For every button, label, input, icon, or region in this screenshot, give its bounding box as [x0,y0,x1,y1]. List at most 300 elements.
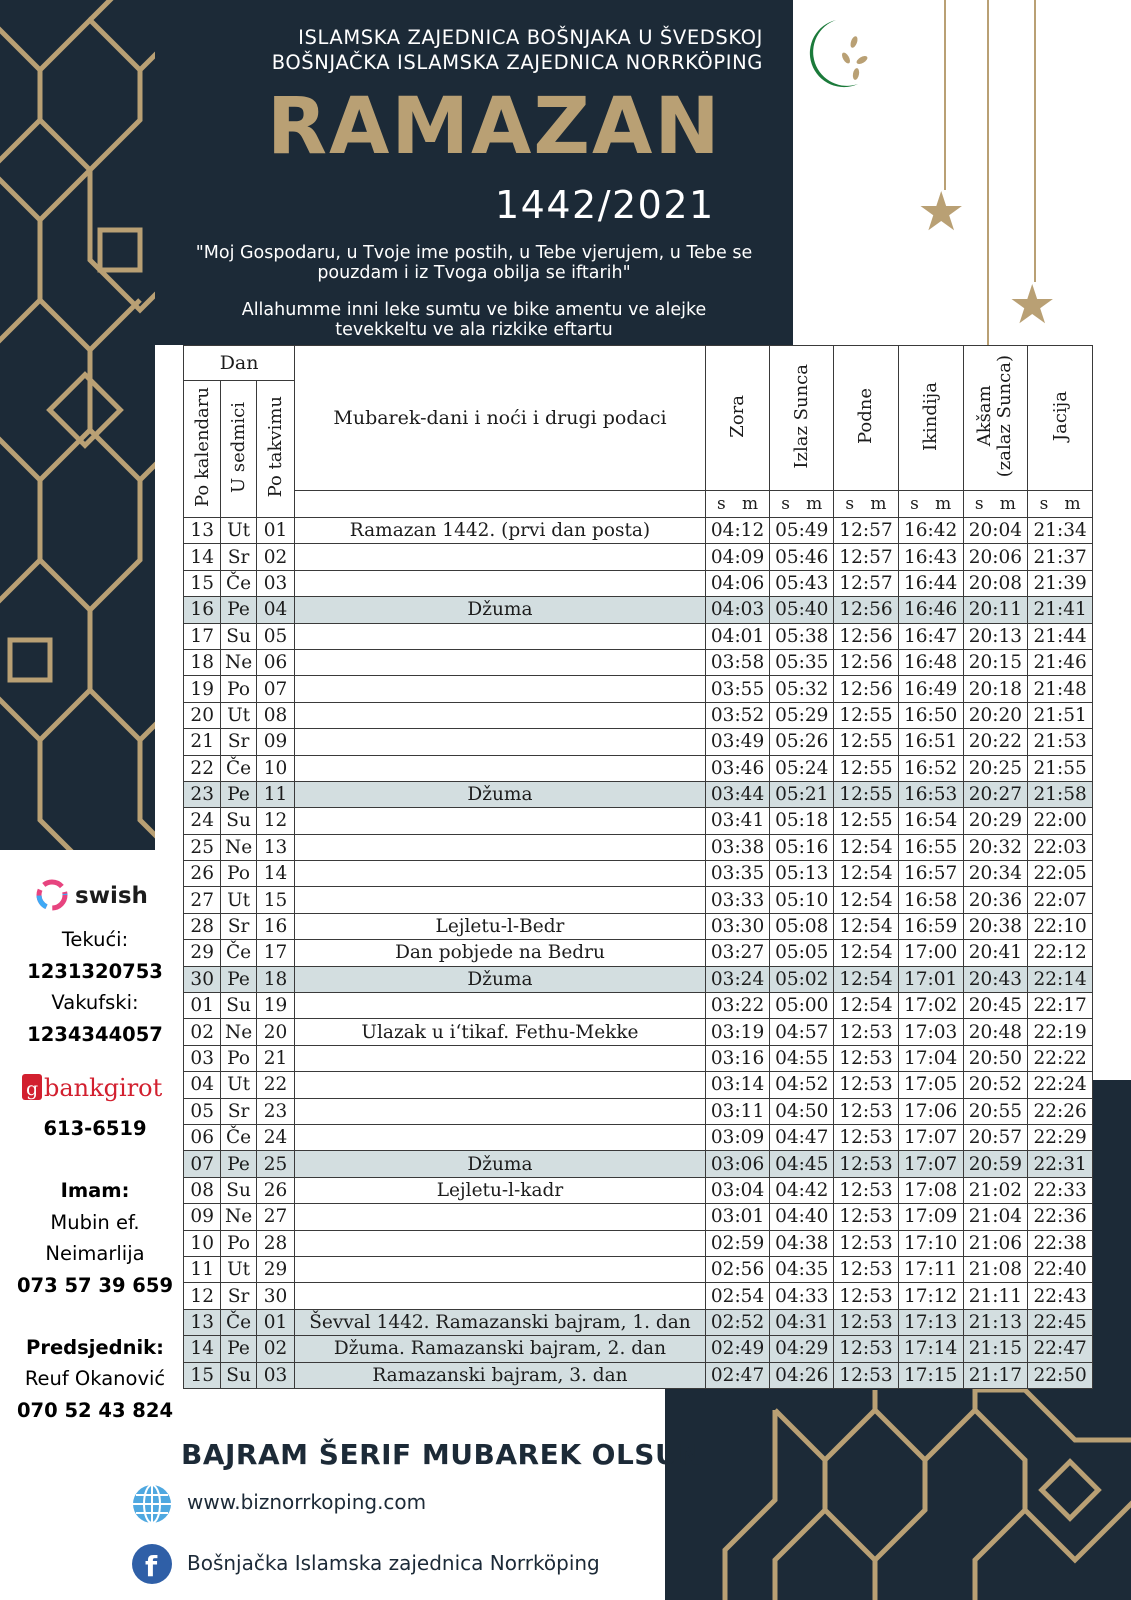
calendar-date-cell: 19 [184,676,221,702]
izlaz-sunca-cell: 05:35 [770,649,834,675]
jacija-cell: 22:14 [1028,966,1093,992]
imam-name-line2: Neimarlija [45,1242,145,1265]
calendar-date-cell: 04 [184,1072,221,1098]
aksam-cell: 20:25 [963,755,1028,781]
jacija-cell: 21:48 [1028,676,1093,702]
izlaz-sunca-cell: 04:40 [770,1204,834,1230]
podne-cell: 12:53 [834,1151,899,1177]
podne-cell: 12:53 [834,1072,899,1098]
podne-cell: 12:53 [834,1177,899,1203]
izlaz-sunca-cell: 04:26 [770,1362,834,1388]
imam-phone: 073 57 39 659 [16,1274,174,1297]
ikindija-cell: 16:54 [898,808,963,834]
calendar-date-cell: 26 [184,861,221,887]
podne-cell: 12:55 [834,729,899,755]
jacija-cell: 21:55 [1028,755,1093,781]
izlaz-sunca-cell: 05:26 [770,729,834,755]
izlaz-sunca-cell: 04:55 [770,1045,834,1071]
note-cell [295,1098,706,1124]
sm-label: s m [1028,491,1093,518]
podne-cell: 12:54 [834,913,899,939]
ikindija-cell: 16:52 [898,755,963,781]
ikindija-cell: 16:50 [898,702,963,728]
zora-cell: 03:19 [705,1019,770,1045]
calendar-date-cell: 23 [184,781,221,807]
org-name-line1: ISLAMSKA ZAJEDNICA BOŠNJAKA U ŠVEDSKOJ [298,26,763,49]
note-cell [295,702,706,728]
calendar-date-cell: 15 [184,570,221,596]
calendar-date-cell: 14 [184,544,221,570]
aksam-cell: 21:02 [963,1177,1028,1203]
takvim-day-cell: 02 [256,544,294,570]
jacija-cell: 21:34 [1028,518,1093,544]
aksam-cell: 20:57 [963,1124,1028,1150]
table-row [184,1204,1093,1230]
jacija-cell: 22:29 [1028,1124,1093,1150]
ikindija-cell: 17:13 [898,1309,963,1335]
table-row [184,887,1093,913]
zora-cell: 04:12 [705,518,770,544]
izlaz-sunca-cell: 05:02 [770,966,834,992]
izlaz-sunca-cell: 04:52 [770,1072,834,1098]
aksam-cell: 20:36 [963,887,1028,913]
header-zora: Zora [705,346,770,491]
weekday-cell: Pe [221,597,256,623]
weekday-cell: Sr [221,1283,256,1309]
header-izlaz-sunca: Izlaz Sunca [770,346,834,491]
sm-label: s m [963,491,1028,518]
weekday-cell: Če [221,570,256,596]
weekday-cell: Če [221,755,256,781]
predsjednik-name: Reuf Okanović [24,1367,166,1390]
calendar-date-cell: 02 [184,1019,221,1045]
ikindija-cell: 17:06 [898,1098,963,1124]
note-cell: Lejletu-l-kadr [295,1177,706,1203]
izlaz-sunca-cell: 04:33 [770,1283,834,1309]
org-name-line2: BOŠNJAČKA ISLAMSKA ZAJEDNICA NORRKÖPING [271,51,763,74]
table-row [184,1256,1093,1282]
weekday-cell: Sr [221,729,256,755]
zora-cell: 03:52 [705,702,770,728]
aksam-cell: 21:08 [963,1256,1028,1282]
ikindija-cell: 16:43 [898,544,963,570]
zora-cell: 04:06 [705,570,770,596]
takvim-day-cell: 22 [256,1072,294,1098]
zora-cell: 03:09 [705,1124,770,1150]
izlaz-sunca-cell: 05:13 [770,861,834,887]
header-dan: Dan [184,346,295,381]
izlaz-sunca-cell: 05:00 [770,993,834,1019]
vakufski-label: Vakufski: [51,991,139,1014]
izlaz-sunca-cell: 04:31 [770,1309,834,1335]
takvim-day-cell: 25 [256,1151,294,1177]
note-cell [295,729,706,755]
note-cell: Ramazanski bajram, 3. dan [295,1362,706,1388]
weekday-cell: Če [221,940,256,966]
note-cell [295,1204,706,1230]
note-cell: Lejletu-l-Bedr [295,913,706,939]
dua-arabic-line1: Allahumme inni leke sumtu ve bike amentu ve alejke [241,300,707,320]
aksam-cell: 20:22 [963,729,1028,755]
note-cell [295,1045,706,1071]
tekuci-label: Tekući: [61,928,129,951]
ikindija-cell: 16:58 [898,887,963,913]
jacija-cell: 22:36 [1028,1204,1093,1230]
ikindija-cell: 17:05 [898,1072,963,1098]
calendar-date-cell: 28 [184,913,221,939]
aksam-cell: 20:34 [963,861,1028,887]
table-row [184,544,1093,570]
jacija-cell: 22:45 [1028,1309,1093,1335]
podne-cell: 12:53 [834,1019,899,1045]
weekday-cell: Su [221,1177,256,1203]
izlaz-sunca-cell: 04:38 [770,1230,834,1256]
takvim-day-cell: 01 [256,1309,294,1335]
calendar-date-cell: 24 [184,808,221,834]
table-row [184,597,1093,623]
podne-cell: 12:54 [834,834,899,860]
table-row [184,1072,1093,1098]
calendar-date-cell: 12 [184,1283,221,1309]
izlaz-sunca-cell: 05:38 [770,623,834,649]
izlaz-sunca-cell: 04:57 [770,1019,834,1045]
dua-bosnian-line1: "Moj Gospodaru, u Tvoje ime postih, u Tebe vjerujem, u Tebe se [195,243,753,263]
note-cell [295,1124,706,1150]
dua-bosnian [155,243,793,283]
weekday-cell: Po [221,676,256,702]
table-row [184,1098,1093,1124]
year-label: 1442/2021 [495,183,715,227]
note-cell [295,570,706,596]
takvim-day-cell: 24 [256,1124,294,1150]
note-cell [295,649,706,675]
jacija-cell: 22:19 [1028,1019,1093,1045]
takvim-day-cell: 10 [256,755,294,781]
ikindija-cell: 17:11 [898,1256,963,1282]
table-row [184,1177,1093,1203]
jacija-cell: 22:43 [1028,1283,1093,1309]
aksam-cell: 21:06 [963,1230,1028,1256]
zora-cell: 02:54 [705,1283,770,1309]
aksam-cell: 20:55 [963,1098,1028,1124]
sm-label: s m [834,491,899,518]
weekday-cell: Če [221,1124,256,1150]
jacija-cell: 22:31 [1028,1151,1093,1177]
podne-cell: 12:56 [834,649,899,675]
bajram-greeting: BAJRAM ŠERIF MUBAREK OLSUN [181,1438,703,1471]
note-cell [295,676,706,702]
ikindija-cell: 16:51 [898,729,963,755]
calendar-date-cell: 13 [184,1309,221,1335]
jacija-cell: 22:38 [1028,1230,1093,1256]
izlaz-sunca-cell: 05:40 [770,597,834,623]
weekday-cell: Sr [221,544,256,570]
star-chain [1034,0,1036,282]
weekday-cell: Ne [221,834,256,860]
aksam-cell: 20:38 [963,913,1028,939]
jacija-cell: 22:07 [1028,887,1093,913]
table-row [184,1019,1093,1045]
prayer-times-table [183,345,1093,1389]
facebook-link[interactable]: Bošnjačka Islamska zajednica Norrköping [187,1551,600,1575]
calendar-date-cell: 01 [184,993,221,1019]
jacija-cell: 22:33 [1028,1177,1093,1203]
left-decorative-panel [0,0,155,850]
zora-cell: 03:27 [705,940,770,966]
table-row [184,649,1093,675]
header-aksam: Akšam (zalaz Sunca) [963,346,1028,491]
calendar-date-cell: 25 [184,834,221,860]
ikindija-cell: 17:00 [898,940,963,966]
podne-cell: 12:53 [834,1045,899,1071]
facebook-icon [131,1543,173,1585]
zora-cell: 03:58 [705,649,770,675]
jacija-cell: 22:17 [1028,993,1093,1019]
jacija-cell: 22:05 [1028,861,1093,887]
svg-text:f: f [145,1550,158,1583]
podne-cell: 12:53 [834,1124,899,1150]
jacija-cell: 21:46 [1028,649,1093,675]
calendar-date-cell: 07 [184,1151,221,1177]
calendar-date-cell: 17 [184,623,221,649]
table-body [184,518,1093,1389]
izlaz-sunca-cell: 05:10 [770,887,834,913]
izlaz-sunca-cell: 05:08 [770,913,834,939]
aksam-cell: 20:52 [963,1072,1028,1098]
aksam-cell: 20:13 [963,623,1028,649]
note-cell: Džuma [295,1151,706,1177]
aksam-cell: 20:15 [963,649,1028,675]
takvim-day-cell: 08 [256,702,294,728]
zora-cell: 02:56 [705,1256,770,1282]
jacija-cell: 21:39 [1028,570,1093,596]
izlaz-sunca-cell: 04:29 [770,1336,834,1362]
table-row [184,755,1093,781]
sm-spacer [295,491,706,518]
podne-cell: 12:54 [834,861,899,887]
takvim-day-cell: 30 [256,1283,294,1309]
takvim-day-cell: 21 [256,1045,294,1071]
note-cell: Džuma [295,966,706,992]
podne-cell: 12:53 [834,1362,899,1388]
weekday-cell: Su [221,623,256,649]
star-icon: ★ [917,180,966,243]
jacija-cell: 22:40 [1028,1256,1093,1282]
note-cell [295,623,706,649]
weekday-cell: Če [221,1309,256,1335]
zora-cell: 03:30 [705,913,770,939]
jacija-cell: 22:24 [1028,1072,1093,1098]
calendar-date-cell: 09 [184,1204,221,1230]
aksam-cell: 21:13 [963,1309,1028,1335]
podne-cell: 12:53 [834,1309,899,1335]
izlaz-sunca-cell: 04:42 [770,1177,834,1203]
takvim-day-cell: 13 [256,834,294,860]
ikindija-cell: 17:08 [898,1177,963,1203]
ikindija-cell: 16:49 [898,676,963,702]
ikindija-cell: 17:02 [898,993,963,1019]
calendar-date-cell: 05 [184,1098,221,1124]
calendar-date-cell: 16 [184,597,221,623]
calendar-date-cell: 30 [184,966,221,992]
jacija-cell: 21:51 [1028,702,1093,728]
weekday-cell: Po [221,1045,256,1071]
takvim-day-cell: 06 [256,649,294,675]
note-cell [295,1230,706,1256]
ikindija-cell: 16:42 [898,518,963,544]
note-cell: Džuma [295,781,706,807]
weekday-cell: Ne [221,649,256,675]
note-cell [295,544,706,570]
weekday-cell: Pe [221,1151,256,1177]
podne-cell: 12:57 [834,570,899,596]
podne-cell: 12:56 [834,676,899,702]
calendar-date-cell: 21 [184,729,221,755]
takvim-day-cell: 23 [256,1098,294,1124]
imam-label: Imam: [60,1179,130,1202]
table-row [184,518,1093,544]
zora-cell: 03:55 [705,676,770,702]
note-cell: Ulazak u i‘tikaf. Fethu-Mekke [295,1019,706,1045]
zora-cell: 03:16 [705,1045,770,1071]
sm-label: s m [770,491,834,518]
weekday-cell: Ut [221,518,256,544]
vakufski-account: 1234344057 [27,1023,163,1046]
izlaz-sunca-cell: 04:47 [770,1124,834,1150]
header-ikindija: Ikindija [898,346,963,491]
izlaz-sunca-cell: 04:35 [770,1256,834,1282]
takvim-day-cell: 16 [256,913,294,939]
jacija-cell: 22:22 [1028,1045,1093,1071]
note-cell [295,1283,706,1309]
crescent-logo-icon [796,14,886,96]
takvim-day-cell: 03 [256,1362,294,1388]
jacija-cell: 22:12 [1028,940,1093,966]
weekday-cell: Ut [221,702,256,728]
bankgirot-number: 613-6519 [43,1117,147,1140]
takvim-day-cell: 07 [256,676,294,702]
zora-cell: 03:35 [705,861,770,887]
aksam-cell: 20:50 [963,1045,1028,1071]
zora-cell: 04:03 [705,597,770,623]
aksam-cell: 20:59 [963,1151,1028,1177]
podne-cell: 12:57 [834,518,899,544]
zora-cell: 03:04 [705,1177,770,1203]
table-row [184,834,1093,860]
weekday-cell: Ne [221,1019,256,1045]
svg-text:swish: swish [75,883,148,909]
ikindija-cell: 17:07 [898,1151,963,1177]
note-cell: Dan pobjede na Bedru [295,940,706,966]
header-podne: Podne [834,346,899,491]
imam-name-line1: Mubin ef. [50,1211,140,1234]
table-row [184,1336,1093,1362]
ikindija-cell: 16:53 [898,781,963,807]
table-row [184,781,1093,807]
podne-cell: 12:53 [834,1230,899,1256]
takvim-day-cell: 18 [256,966,294,992]
ikindija-cell: 16:47 [898,623,963,649]
predsjednik-label: Predsjednik: [26,1336,164,1359]
podne-cell: 12:55 [834,702,899,728]
zora-cell: 04:01 [705,623,770,649]
table-row [184,1283,1093,1309]
podne-cell: 12:54 [834,887,899,913]
calendar-date-cell: 18 [184,649,221,675]
calendar-date-cell: 22 [184,755,221,781]
website-link[interactable]: www.biznorrkoping.com [187,1490,427,1514]
aksam-cell: 21:15 [963,1336,1028,1362]
header-po-takvimu: Po takvimu [256,381,294,518]
note-cell [295,861,706,887]
takvim-day-cell: 19 [256,993,294,1019]
svg-text:g: g [26,1078,39,1100]
weekday-cell: Su [221,1362,256,1388]
table-row [184,913,1093,939]
zora-cell: 03:44 [705,781,770,807]
weekday-cell: Sr [221,1098,256,1124]
calendar-date-cell: 11 [184,1256,221,1282]
zora-cell: 03:49 [705,729,770,755]
weekday-cell: Ut [221,887,256,913]
aksam-cell: 20:41 [963,940,1028,966]
aksam-cell: 21:11 [963,1283,1028,1309]
predsjednik-phone: 070 52 43 824 [16,1399,174,1422]
table-row [184,676,1093,702]
note-cell: Džuma. Ramazanski bajram, 2. dan [295,1336,706,1362]
table-row [184,1230,1093,1256]
table-row [184,993,1093,1019]
table-row [184,1151,1093,1177]
jacija-cell: 21:41 [1028,597,1093,623]
podne-cell: 12:54 [834,966,899,992]
weekday-cell: Su [221,808,256,834]
note-cell [295,1256,706,1282]
podne-cell: 12:53 [834,1336,899,1362]
izlaz-sunca-cell: 05:05 [770,940,834,966]
zora-cell: 03:46 [705,755,770,781]
zora-cell: 03:14 [705,1072,770,1098]
jacija-cell: 22:50 [1028,1362,1093,1388]
table-row [184,702,1093,728]
jacija-cell: 22:26 [1028,1098,1093,1124]
takvim-day-cell: 01 [256,518,294,544]
aksam-cell: 20:43 [963,966,1028,992]
podne-cell: 12:54 [834,993,899,1019]
podne-cell: 12:56 [834,623,899,649]
header-mubarek: Mubarek-dani i noći i drugi podaci [295,346,706,491]
zora-cell: 02:49 [705,1336,770,1362]
ikindija-cell: 16:55 [898,834,963,860]
podne-cell: 12:53 [834,1256,899,1282]
note-cell [295,834,706,860]
aksam-cell: 20:32 [963,834,1028,860]
aksam-cell: 20:27 [963,781,1028,807]
takvim-day-cell: 26 [256,1177,294,1203]
header-u-sedmici: U sedmici [221,381,256,518]
aksam-cell: 20:08 [963,570,1028,596]
takvim-day-cell: 27 [256,1204,294,1230]
weekday-cell: Pe [221,781,256,807]
izlaz-sunca-cell: 05:49 [770,518,834,544]
podne-cell: 12:56 [834,597,899,623]
aksam-cell: 20:06 [963,544,1028,570]
podne-cell: 12:55 [834,781,899,807]
aksam-cell: 20:04 [963,518,1028,544]
takvim-day-cell: 05 [256,623,294,649]
ikindija-cell: 17:15 [898,1362,963,1388]
weekday-cell: Ne [221,1204,256,1230]
